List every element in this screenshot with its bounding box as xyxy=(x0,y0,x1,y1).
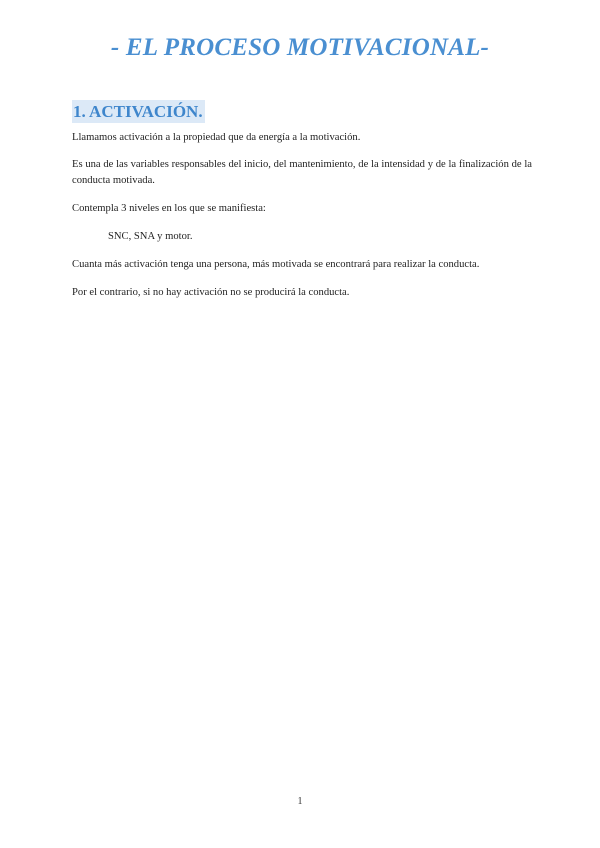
document-title: - EL PROCESO MOTIVACIONAL- xyxy=(110,34,490,61)
paragraph-levels-intro: Contempla 3 niveles en los que se manifiesta: xyxy=(72,203,266,214)
paragraph-variables: Es una de las variables responsables del inicio, del mantenimiento, de la intensidad y de la finalización de la conducta motivada. xyxy=(72,159,532,186)
page-number: 1 xyxy=(297,796,303,807)
paragraph-no-activation: Por el contrario, si no hay activación no se producirá la conducta. xyxy=(72,287,350,298)
paragraph-levels-list: SNC, SNA y motor. xyxy=(108,231,193,242)
section-heading-activacion: 1. ACTIVACIÓN. xyxy=(73,102,203,121)
paragraph-definition: Llamamos activación a la propiedad que da energía a la motivación. xyxy=(72,132,361,143)
paragraph-more-activation: Cuanta más activación tenga una persona, más motivada se encontrará para realizar la conducta. xyxy=(72,259,480,270)
